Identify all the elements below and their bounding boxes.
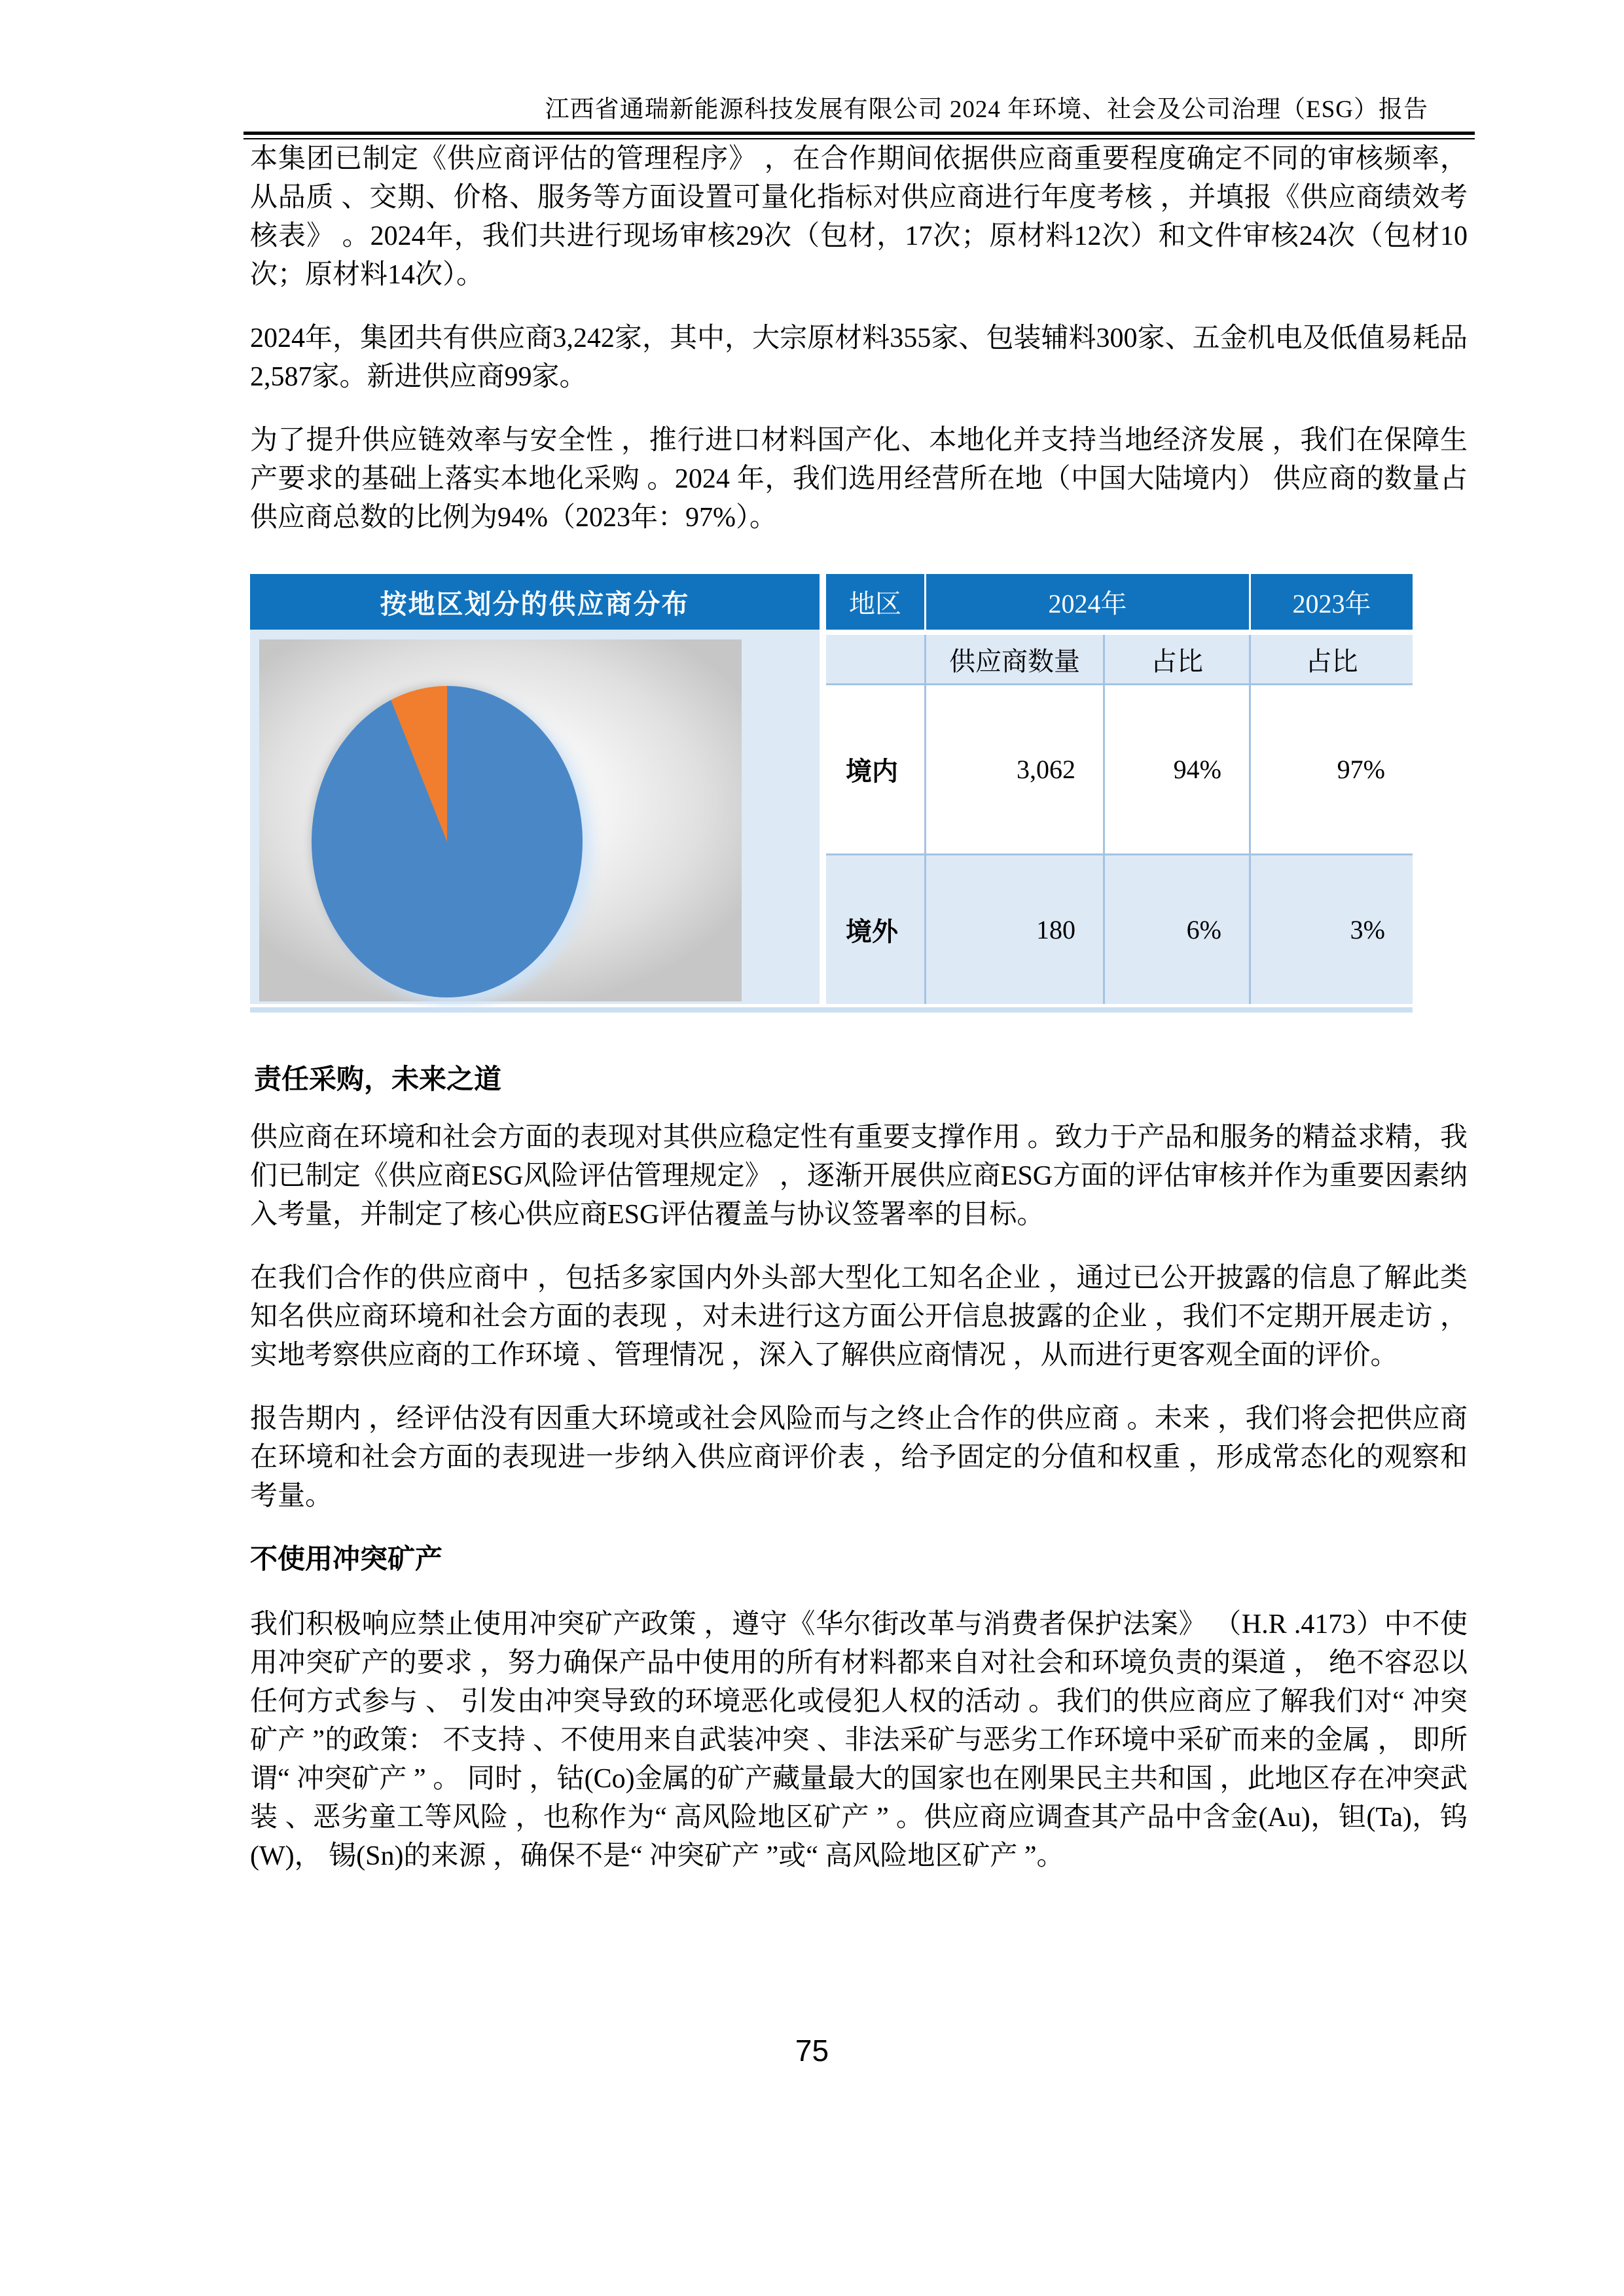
paragraph-localization: 为了提升供应链效率与安全性 ，推行进口材料国产化、本地化并支持当地经济发展 ，我们在保障生产要求的基础上落实本地化采购 。2024 年，我们选用经营所在地（中国大陆境内） 供应商的数量占供应商总数的比例为94%（2023年：97%）。 bbox=[250, 425, 1468, 533]
paragraph-supplier-visits: 在我们合作的供应商中 ，包括多家国内外头部大型化工知名企业 ，通过已公开披露的信息了解此类知名供应商环境和社会方面的表现 ，对未进行这方面公开信息披露的企业 ，我们不定期开展走访 ，实地考察供应商的工作环境 、管理情况 ，深入了解供应商情况 ，从而进行更客观全面的评价。 bbox=[250, 1263, 1468, 1371]
table-subheader-supplier-count: 供应商数量 bbox=[926, 635, 1103, 683]
pie-chart-background bbox=[259, 639, 742, 1001]
heading-responsible-procurement: 责任采购，未来之道 bbox=[254, 1065, 502, 1095]
report-header-title: 江西省通瑞新能源科技发展有限公司 2024 年环境、社会及公司治理（ESG）报告 bbox=[545, 96, 1428, 123]
paragraph-conflict-minerals: 我们积极响应禁止使用冲突矿产政策 ，遵守《华尔街改革与消费者保护法案》 （H.R .4173）中不使用冲突矿产的要求 ，努力确保产品中使用的所有材料都来自对社会和环境负责的渠道 ， 绝不容忍以任何方式参与 、 引发由冲突导致的环境恶化或侵犯人权的活动 。我们的供应商应了解我们对“ 冲突矿产 ”的政策： 不支持 、不使用来自武装冲突 、非法采矿与恶劣工作环境中采矿而来的金属 ， 即所谓“ 冲突矿产 ” 。 同时 ，钴(Co)金属的矿产藏量最大的国家也在刚果民主共和国 ，此地区存在冲突武装 、恶劣童工等风险 ，也称作为“ 高风险地区矿产 ” 。供应商应调查其产品中含金(Au)，钽(Ta)，钨(W)， 锡(Sn)的来源 ，确保不是“ 冲突矿产 ”或“ 高风险地区矿产 ”。 bbox=[250, 1609, 1468, 1871]
table-row-domestic-count: 3,062 bbox=[926, 685, 1103, 853]
paragraph-reporting-period: 报告期内 ，经评估没有因重大环境或社会风险而与之终止合作的供应商 。未来 ，我们将会把供应商在环境和社会方面的表现进一步纳入供应商评价表 ，给予固定的分值和权重 ，形成常态化的观察和考量。 bbox=[250, 1404, 1468, 1511]
table-subheader-blank bbox=[826, 635, 924, 683]
table-header-2023: 2023年 bbox=[1251, 574, 1413, 630]
paragraph-supplier-count: 2024年，集团共有供应商3,242家，其中，大宗原材料355家、包装辅料300家、五金机电及低值易耗品2,587家。新进供应商99家。 bbox=[250, 323, 1468, 392]
supplier-pie-chart-cell bbox=[250, 574, 820, 1004]
table-row-overseas-count: 180 bbox=[926, 855, 1103, 1004]
paragraph-esg-risk-assessment: 供应商在环境和社会方面的表现对其供应稳定性有重要支撑作用 。致力于产品和服务的精益求精，我们已制定《供应商ESG风险评估管理规定》 ，逐渐开展供应商ESG方面的评估审核并作为重要因素纳入考量，并制定了核心供应商ESG评估覆盖与协议签署率的目标。 bbox=[250, 1122, 1468, 1230]
table-row-overseas-share-2024: 6% bbox=[1105, 855, 1249, 1004]
table-bottom-border bbox=[250, 1007, 1413, 1013]
page-number: 75 bbox=[795, 2034, 829, 2068]
table-row-domestic-label: 境内 bbox=[826, 685, 924, 853]
table-subheader-share-2024: 占比 bbox=[1105, 635, 1249, 683]
paragraph-supplier-assessment: 本集团已制定《供应商评估的管理程序》 ，在合作期间依据供应商重要程度确定不同的审核频率， 从品质 、交期、价格、服务等方面设置可量化指标对供应商进行年度考核 ，并填报《供应商绩效考核表》 。2024年，我们共进行现场审核29次（包材，17次；原材料12次）和文件审核24次（包材10次；原材料14次）。 bbox=[250, 144, 1468, 290]
table-header-2024: 2024年 bbox=[926, 574, 1249, 630]
pie-chart-title: 按地区划分的供应商分布 bbox=[250, 574, 820, 630]
table-row-domestic-share-2024: 94% bbox=[1105, 685, 1249, 853]
table-row-overseas-label: 境外 bbox=[826, 855, 924, 1004]
table-row-domestic-share-2023: 97% bbox=[1251, 685, 1413, 853]
heading-conflict-minerals: 不使用冲突矿产 bbox=[250, 1545, 443, 1575]
header-rule-thick bbox=[244, 132, 1475, 135]
supplier-distribution-table bbox=[250, 574, 1468, 1004]
table-row-overseas-share-2023: 3% bbox=[1251, 855, 1413, 1004]
table-subheader-share-2023: 占比 bbox=[1251, 635, 1413, 683]
pie-chart bbox=[312, 686, 583, 997]
document-body bbox=[250, 140, 1468, 1901]
header-rule-thin bbox=[244, 138, 1475, 139]
table-header-region: 地区 bbox=[826, 574, 924, 630]
pie-chart-area bbox=[250, 630, 820, 1004]
